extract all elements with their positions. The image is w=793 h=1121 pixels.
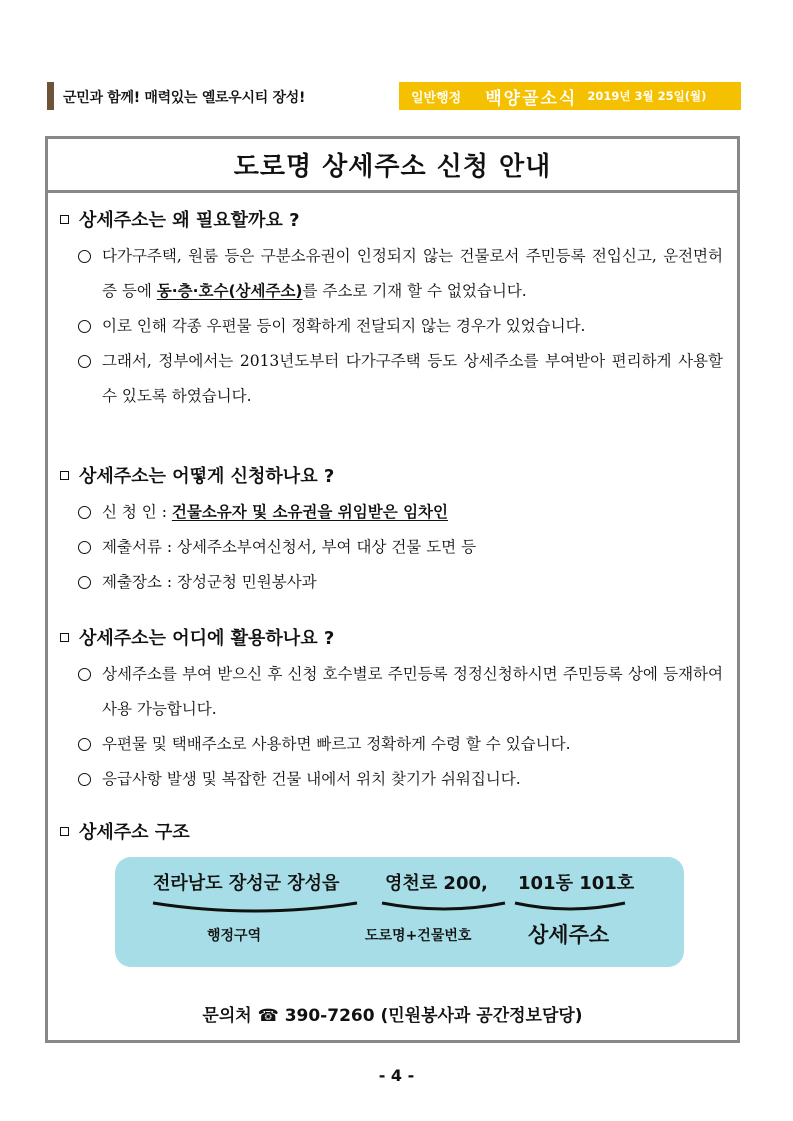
circle-bullet-icon	[78, 506, 91, 519]
header-category: 일반행정	[411, 90, 462, 106]
label-detail: 상세주소	[528, 923, 610, 947]
issue-date: 2019년 3월 25일(월)	[587, 89, 707, 103]
contact-info: 문의처 ☎ 390-7260 (민원봉사과 공간정보담당)	[202, 1006, 583, 1026]
address-part-detail: 101동 101호	[518, 873, 635, 894]
header-tag	[399, 82, 741, 110]
circle-bullet-icon	[78, 541, 91, 554]
address-structure-diagram	[115, 857, 684, 967]
circle-bullet-icon	[78, 355, 91, 368]
circle-bullet-icon	[78, 668, 91, 681]
page-number: - 4 -	[378, 1066, 415, 1085]
section-heading: 상세주소는 왜 필요할까요 ?	[60, 205, 723, 233]
section-usage	[60, 623, 723, 797]
section-how	[60, 461, 723, 600]
list-item: 신 청 인 : 건물소유자 및 소유권을 위임받은 임차인	[60, 495, 723, 530]
article-body	[48, 193, 737, 1040]
circle-bullet-icon	[78, 250, 91, 263]
circle-bullet-icon	[78, 576, 91, 589]
list-item: 상세주소를 부여 받으신 후 신청 호수별로 주민등록 정정신청하시면 주민등록 상에 등재하여 사용 가능합니다.	[60, 657, 723, 727]
section-why	[60, 205, 723, 414]
section-structure	[60, 817, 723, 845]
list-item: 제출서류 : 상세주소부여신청서, 부여 대상 건물 도면 등	[60, 530, 723, 565]
section-heading: 상세주소는 어떻게 신청하나요 ?	[60, 461, 723, 489]
checkbox-bullet-icon	[60, 827, 69, 836]
address-part-region: 전라남도 장성군 장성읍	[153, 873, 340, 894]
newsletter-header	[47, 82, 741, 110]
list-item: 우편물 및 택배주소로 사용하면 빠르고 정확하게 수령 할 수 있습니다.	[60, 727, 723, 762]
newsletter-name: 백양골소식	[485, 88, 578, 109]
circle-bullet-icon	[78, 320, 91, 333]
checkbox-bullet-icon	[60, 633, 69, 642]
section-heading: 상세주소 구조	[60, 817, 723, 845]
checkbox-bullet-icon	[60, 471, 69, 480]
article-frame	[45, 136, 740, 1043]
header-slogan: 군민과 함께! 매력있는 옐로우시티 장성!	[63, 90, 306, 106]
circle-bullet-icon	[78, 738, 91, 751]
circle-bullet-icon	[78, 773, 91, 786]
address-part-road: 영천로 200,	[385, 873, 488, 894]
list-item: 이로 인해 각종 우편물 등이 정확하게 전달되지 않는 경우가 있었습니다.	[60, 309, 723, 344]
list-item: 다가구주택, 원룸 등은 구분소유권이 인정되지 않는 건물로서 주민등록 전입신고, 운전면허증 등에 동·층·호수(상세주소)를 주소로 기재 할 수 없었습니다.	[60, 239, 723, 309]
header-accent-bar	[47, 82, 54, 110]
list-item: 응급사항 발생 및 복잡한 건물 내에서 위치 찾기가 쉬워집니다.	[60, 762, 723, 797]
label-region: 행정구역	[207, 928, 262, 944]
list-item: 그래서, 정부에서는 2013년도부터 다가구주택 등도 상세주소를 부여받아 편리하게 사용할 수 있도록 하였습니다.	[60, 344, 723, 414]
checkbox-bullet-icon	[60, 215, 69, 224]
list-item: 제출장소 : 장성군청 민원봉사과	[60, 565, 723, 600]
label-road: 도로명+건물번호	[365, 928, 472, 944]
section-heading: 상세주소는 어디에 활용하나요 ?	[60, 623, 723, 651]
article-title: 도로명 상세주소 신청 안내	[48, 139, 737, 193]
